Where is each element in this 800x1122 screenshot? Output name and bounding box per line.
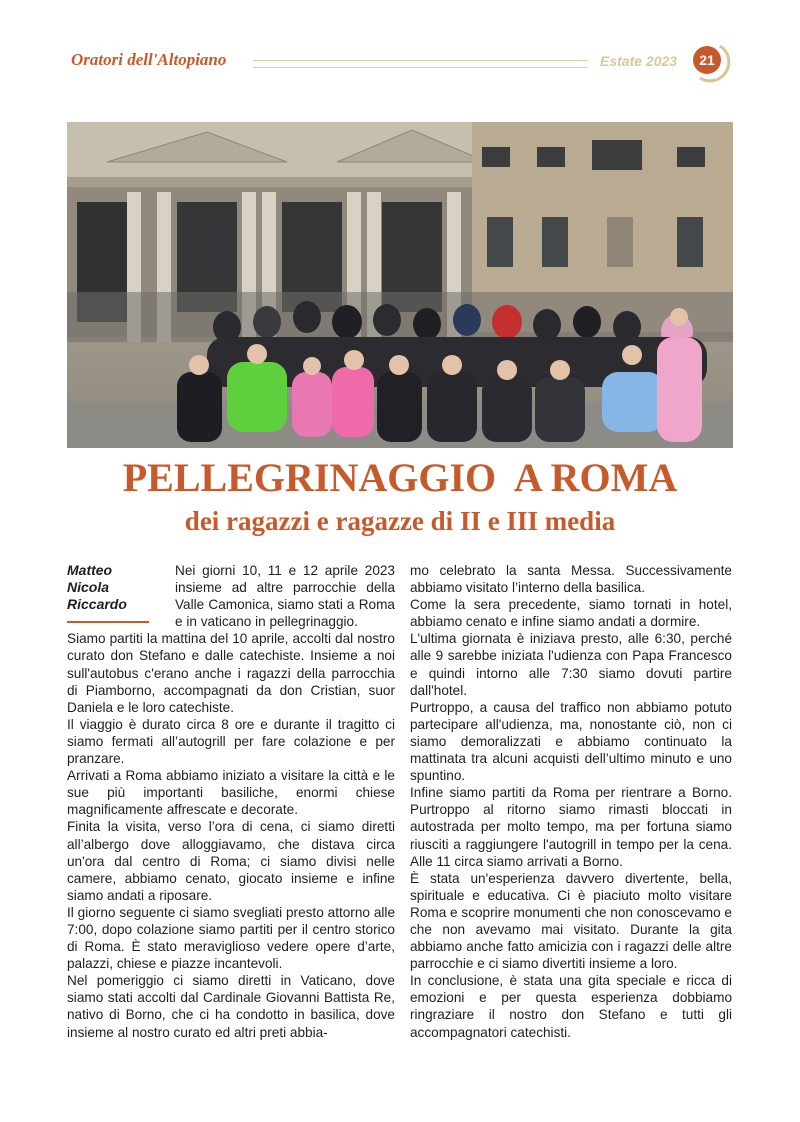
paragraph: È stata un'esperienza davvero divertente, bella, spirituale e educativa. Ci è piaciuto molto visitare Roma e scoprire monumenti che non conoscevamo e che non avevamo mai visitato. Durante la gita abbiamo anche fatto amicizia con i ragazzi delle altre parrocchie e ci siamo divertiti insieme a loro.: [410, 870, 732, 972]
paragraph: Il viaggio è durato circa 8 ore e durante il tragitto ci siamo fermati all’autogrill per fare colazione e per pranzare.: [67, 716, 395, 767]
paragraph: In conclusione, è stata una gita speciale e ricca di emozioni e per questa esperienza dobbiamo ringraziare il nostro don Stefano e tutti gli accompagnatori catechisti.: [410, 973, 732, 1040]
page-header: [0, 0, 800, 100]
header-rule: [253, 60, 588, 68]
paragraph: Nei giorni 10, 11 e 12 aprile 2023 insieme ad altre parrocchie della Valle Camonica, siamo stati a Roma e in vaticano in pellegrinaggio.: [175, 563, 395, 630]
paragraph: L'ultima giornata è iniziava presto, alle 6:30, perché alle 9 sarebbe iniziata l'udienza con Papa Francesco e quindi intorno alle 7:30 siamo dovuti partire dall'hotel.: [410, 631, 732, 698]
paragraph: Finita la visita, verso l’ora di cena, ci siamo diretti all’albergo dove alloggiavamo, che distava circa un'ora dal centro di Roma; ci siamo divisi nelle camere, abbiamo cenato, giocato insieme e infine siamo andati a riposare.: [67, 819, 395, 903]
text-column-left: [67, 562, 395, 1041]
group-photo-image: [67, 122, 733, 448]
group-photo: [67, 122, 733, 448]
page-number-badge: [690, 40, 736, 86]
text-column-right: [410, 562, 732, 1041]
paragraph: Arrivati a Roma abbiamo iniziato a visitare la città e le sue più importanti basiliche, enormi chiese magnificamente affrescate e decorate.: [67, 768, 395, 818]
article-subtitle: dei ragazzi e ragazze di II e III media: [184, 506, 616, 536]
article-title: PELLEGRINAGGIO A ROMA: [122, 455, 678, 500]
page-number: 21: [699, 52, 715, 68]
magazine-title: Oratori dell'Altopiano: [71, 50, 227, 69]
paragraph: Infine siamo partiti da Roma per rientrare a Borno. Purtroppo al ritorno siamo rimasti bloccati in autostrada per molto tempo, ma per fortuna siamo riusciti a raggiungere l'autogrill in tempo per la cena. Alle 11 circa siamo arrivati a Borno.: [410, 785, 732, 869]
paragraph: Come la sera precedente, siamo tornati in hotel, abbiamo cenato e infine siamo andati a dormire.: [410, 597, 732, 630]
author-name: Riccardo: [67, 596, 127, 613]
paragraph: mo celebrato la santa Messa. Successivamente abbiamo visitato l’interno della basilica.: [410, 563, 732, 596]
paragraph: Il giorno seguente ci siamo svegliati presto attorno alle 7:00, dopo colazione siamo partiti per il centro storico di Roma. È stato meraviglioso vedere opere d’arte, palazzi, chiese e piazze incantevoli.: [67, 904, 395, 972]
author-byline: [67, 562, 161, 627]
author-name: Nicola: [67, 579, 110, 596]
issue-label: Estate 2023: [600, 53, 678, 69]
paragraph: Purtroppo, a causa del traffico non abbiamo potuto partecipare all'udienza, ma, nonostante ciò, non ci siamo demoralizzati e abbiamo continuato la mattinata tra alcuni acquisti dell’ultimo minuto e uno spuntino.: [410, 699, 732, 784]
author-name: Matteo: [67, 562, 113, 578]
author-rule: [67, 621, 149, 623]
paragraph: Nel pomeriggio ci siamo diretti in Vaticano, dove siamo stati accolti dal Cardinale Giovanni Battista Re, nativo di Borno, che ci ha condotto in basilica, dove insieme al nostro curato ed altri preti abbia-: [67, 973, 395, 1040]
paragraph: Siamo partiti la mattina del 10 aprile, accolti dal nostro curato don Stefano e dalle catechiste. Insieme a noi sull'autobus c'erano anche i ragazzi della parrocchia di Piamborno, accompagnati da don Cristian, suor Daniela e le loro catechiste.: [67, 631, 395, 715]
